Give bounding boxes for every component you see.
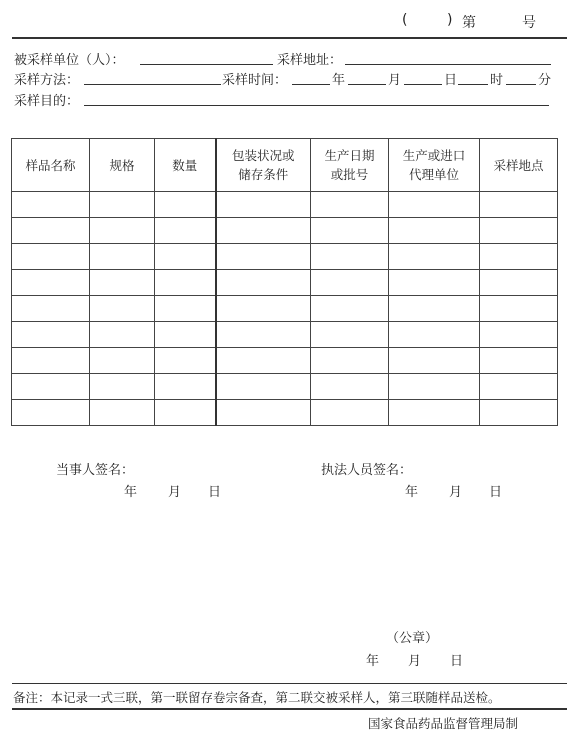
header-rule [12, 37, 567, 39]
sampling-minute-field[interactable] [506, 84, 536, 85]
table-cell[interactable] [155, 322, 216, 348]
table-cell[interactable] [155, 244, 216, 270]
table-cell[interactable] [311, 322, 389, 348]
table-cell[interactable] [12, 244, 90, 270]
sampling-day-field[interactable] [404, 84, 442, 85]
table-row [12, 322, 558, 348]
table-row [12, 244, 558, 270]
table-cell[interactable] [311, 374, 389, 400]
table-cell[interactable] [216, 348, 311, 374]
table-cell[interactable] [90, 192, 155, 218]
table-cell[interactable] [216, 218, 311, 244]
table-row [12, 192, 558, 218]
table-cell[interactable] [216, 244, 311, 270]
table-cell[interactable] [12, 374, 90, 400]
table-cell[interactable] [311, 296, 389, 322]
seal-day: 日 [450, 654, 464, 669]
table-cell[interactable] [155, 348, 216, 374]
table-cell[interactable] [389, 348, 480, 374]
table-cell[interactable] [389, 322, 480, 348]
sampling-minute-label: 分 [538, 73, 552, 88]
table-row [12, 218, 558, 244]
table-cell[interactable] [311, 400, 389, 426]
table-row [12, 270, 558, 296]
remarks-note: 备注：本记录一式三联，第一联留存卷宗备查，第二联交被采样人，第三联随样品送检。 [13, 690, 501, 705]
table-cell[interactable] [389, 296, 480, 322]
footer-rule-bottom [12, 708, 567, 710]
table-cell[interactable] [12, 192, 90, 218]
table-cell[interactable] [12, 400, 90, 426]
table-cell[interactable] [216, 296, 311, 322]
table-cell[interactable] [480, 296, 558, 322]
officer-sign-year: 年 [405, 485, 419, 500]
seal-year: 年 [366, 654, 380, 669]
case-number-di: 第 [462, 15, 476, 31]
col-sampling-place: 采样地点 [480, 139, 558, 192]
table-cell[interactable] [155, 192, 216, 218]
sampling-day-label: 日 [444, 73, 458, 88]
table-cell[interactable] [480, 192, 558, 218]
sampled-unit-label: 被采样单位（人）： [14, 53, 125, 68]
sample-table [11, 138, 558, 426]
issuer-label: 国家食品药品监督管理局制 [368, 716, 519, 731]
sampling-hour-label: 时 [490, 73, 504, 88]
table-cell[interactable] [12, 218, 90, 244]
seal-month: 月 [408, 654, 422, 669]
table-cell[interactable] [90, 322, 155, 348]
table-cell[interactable] [311, 270, 389, 296]
table-cell[interactable] [90, 348, 155, 374]
case-number-bracket-close: ) [447, 12, 453, 28]
table-cell[interactable] [389, 270, 480, 296]
table-cell[interactable] [12, 296, 90, 322]
table-cell[interactable] [90, 270, 155, 296]
table-cell[interactable] [311, 218, 389, 244]
col-spec: 规格 [90, 139, 155, 192]
table-cell[interactable] [480, 400, 558, 426]
case-number-bracket-open: ( [402, 12, 408, 28]
officer-sign-month: 月 [449, 485, 463, 500]
party-sign-day: 日 [208, 485, 222, 500]
sampling-purpose-field[interactable] [84, 105, 549, 106]
table-row [12, 374, 558, 400]
party-sign-year: 年 [124, 485, 138, 500]
table-cell[interactable] [90, 296, 155, 322]
table-cell[interactable] [480, 218, 558, 244]
officer-signature-label: 执法人员签名： [321, 463, 413, 478]
table-cell[interactable] [90, 374, 155, 400]
case-number-hao: 号 [522, 15, 536, 31]
table-row [12, 296, 558, 322]
col-sample-name: 样品名称 [12, 139, 90, 192]
table-cell[interactable] [480, 244, 558, 270]
sampling-address-field[interactable] [345, 64, 551, 65]
table-cell[interactable] [216, 322, 311, 348]
table-cell[interactable] [311, 348, 389, 374]
col-packaging: 包装状况或 储存条件 [216, 139, 311, 192]
officer-sign-day: 日 [489, 485, 503, 500]
table-cell[interactable] [311, 244, 389, 270]
table-cell[interactable] [216, 374, 311, 400]
table-cell[interactable] [90, 400, 155, 426]
sampling-method-field[interactable] [84, 84, 221, 85]
col-quantity: 数量 [155, 139, 216, 192]
table-cell[interactable] [389, 244, 480, 270]
col-production-date: 生产日期 或批号 [311, 139, 389, 192]
table-cell[interactable] [155, 296, 216, 322]
official-seal-label: （公章） [386, 631, 439, 646]
table-cell[interactable] [480, 270, 558, 296]
sampling-hour-field[interactable] [458, 84, 488, 85]
footer-rule-top [12, 683, 567, 684]
sampling-time-label: 采样时间： [222, 73, 288, 88]
col-producer: 生产或进口 代理单位 [389, 139, 480, 192]
table-row [12, 348, 558, 374]
sampled-unit-field[interactable] [140, 64, 273, 65]
sampling-month-field[interactable] [348, 84, 386, 85]
party-signature-label: 当事人签名： [56, 463, 135, 478]
table-cell[interactable] [480, 322, 558, 348]
sampling-method-label: 采样方法： [14, 73, 80, 88]
table-cell[interactable] [389, 192, 480, 218]
table-cell[interactable] [389, 374, 480, 400]
table-cell[interactable] [90, 218, 155, 244]
sampling-address-label: 采样地址： [277, 53, 343, 68]
table-cell[interactable] [155, 374, 216, 400]
table-cell[interactable] [155, 270, 216, 296]
table-row [12, 400, 558, 426]
sampling-year-field[interactable] [292, 84, 330, 85]
table-cell[interactable] [311, 192, 389, 218]
table-cell[interactable] [216, 400, 311, 426]
sampling-year-label: 年 [332, 73, 346, 88]
sampling-purpose-label: 采样目的： [14, 94, 80, 109]
sampling-month-label: 月 [388, 73, 402, 88]
party-sign-month: 月 [168, 485, 182, 500]
table-cell[interactable] [12, 348, 90, 374]
table-cell[interactable] [12, 322, 90, 348]
table-cell[interactable] [480, 348, 558, 374]
table-cell[interactable] [389, 218, 480, 244]
table-cell[interactable] [216, 192, 311, 218]
table-header-row [12, 139, 558, 192]
table-cell[interactable] [90, 244, 155, 270]
table-cell[interactable] [155, 400, 216, 426]
table-cell[interactable] [389, 400, 480, 426]
table-cell[interactable] [12, 270, 90, 296]
table-cell[interactable] [155, 218, 216, 244]
table-cell[interactable] [480, 374, 558, 400]
table-cell[interactable] [216, 270, 311, 296]
